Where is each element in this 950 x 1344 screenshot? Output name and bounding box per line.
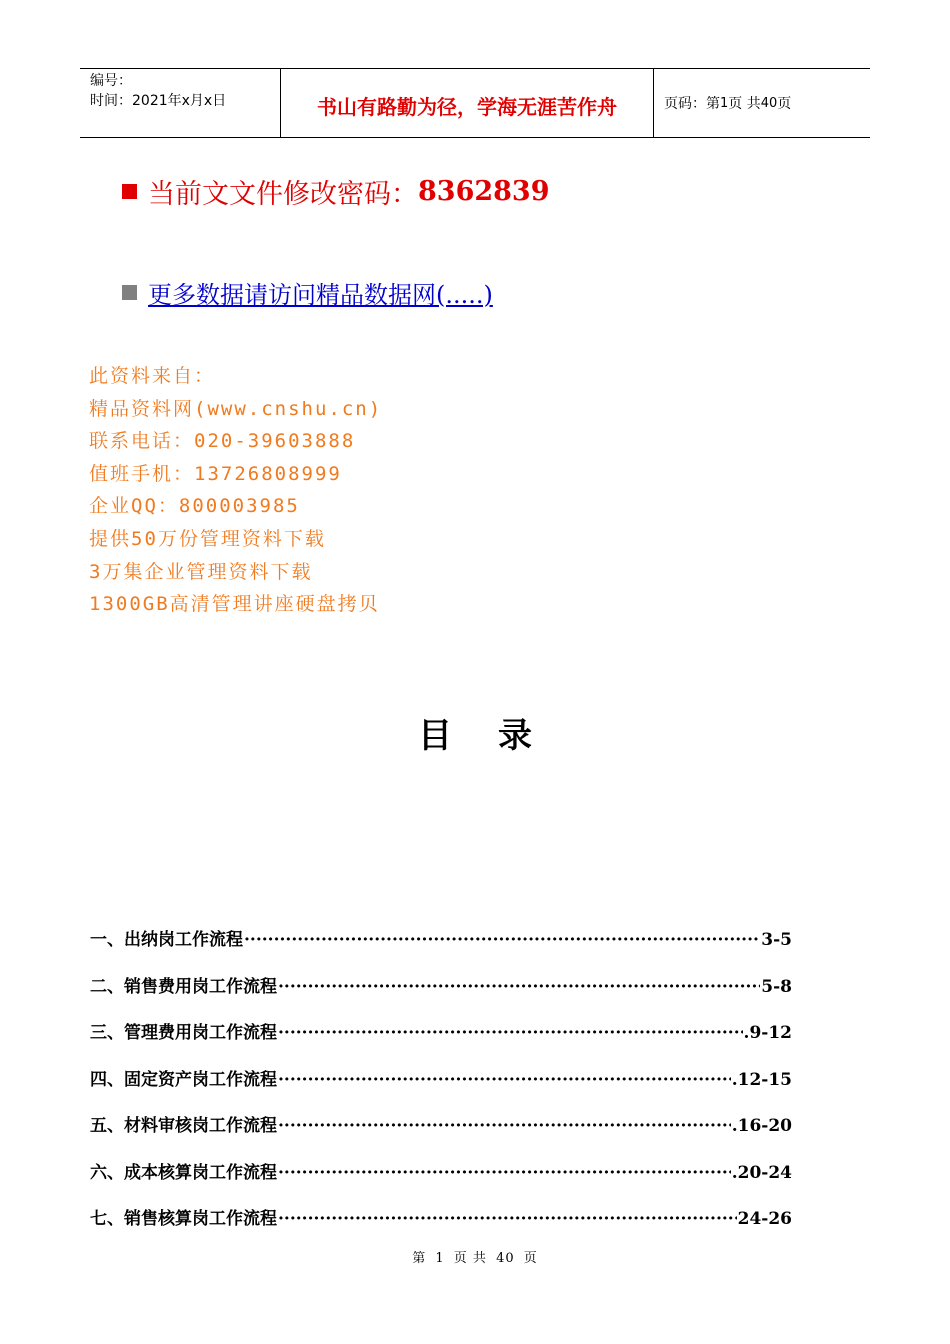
toc-title: 目录 (418, 716, 578, 756)
toc-entry-label: 三、管理费用岗工作流程 (90, 1023, 277, 1043)
footer-prefix: 第 (412, 1251, 427, 1266)
header-motto: 书山有路勤为径，学海无涯苦作舟 (281, 69, 654, 137)
toc-entry[interactable] (90, 1158, 792, 1205)
toc-entry-label: 四、固定资产岗工作流程 (90, 1069, 277, 1090)
page-header (80, 68, 870, 138)
toc-entry[interactable] (90, 1065, 792, 1112)
toc-leader-dots (278, 1209, 737, 1229)
toc-leader-dots (278, 977, 760, 997)
toc-entry-label: 二、销售费用岗工作流程 (90, 976, 277, 997)
red-square-bullet-icon (122, 184, 137, 199)
footer-suffix: 页 (523, 1251, 538, 1266)
source-line: 3万集企业管理资料下载 (89, 560, 313, 583)
toc-entry-pages: .16-20 (731, 1116, 792, 1136)
password-notice (122, 172, 550, 211)
serial-label: 编号： (90, 73, 132, 89)
toc-entry[interactable] (90, 1204, 792, 1251)
password-label: 当前文文件修改密码： (148, 179, 418, 210)
page-mid: 页 共 (728, 96, 761, 112)
header-page-number (654, 69, 870, 137)
toc-leader-dots (278, 1023, 743, 1043)
page-suffix: 页 (777, 96, 792, 112)
footer-current: 1 (435, 1251, 445, 1266)
password-value: 8362839 (418, 176, 550, 207)
page-current: 1 (720, 95, 729, 111)
toc-leader-dots (278, 1116, 731, 1136)
toc-entry-label: 七、销售核算岗工作流程 (90, 1209, 277, 1229)
toc-leader-dots (244, 930, 760, 950)
table-of-contents (90, 925, 792, 1251)
toc-entry-pages: 24-26 (737, 1209, 792, 1229)
toc-entry-pages: .20-24 (731, 1162, 792, 1183)
source-line: 此资料来自： (89, 365, 216, 387)
toc-entry-pages: .9-12 (743, 1023, 792, 1043)
page-footer (0, 1247, 950, 1266)
toc-entry-label: 六、成本核算岗工作流程 (90, 1162, 277, 1183)
toc-entry-pages: 5-8 (761, 976, 792, 997)
toc-entry[interactable] (90, 1018, 792, 1065)
source-line: 精品资料网(www.cnshu.cn) (89, 397, 383, 420)
more-data-link[interactable]: 更多数据请访问精品数据网(.....) (148, 281, 493, 309)
toc-entry-label: 一、出纳岗工作流程 (90, 930, 243, 950)
page-prefix: 页码：第 (664, 96, 720, 112)
toc-entry[interactable] (90, 1111, 792, 1158)
toc-entry[interactable] (90, 972, 792, 1019)
source-line: 值班手机：13726808999 (89, 462, 342, 485)
source-line: 企业QQ：800003985 (89, 495, 300, 518)
source-line: 提供50万份管理资料下载 (89, 527, 326, 550)
footer-total: 40 (496, 1251, 515, 1266)
header-info (80, 69, 281, 137)
toc-entry-label: 五、材料审核岗工作流程 (90, 1116, 277, 1136)
source-line: 1300GB高清管理讲座硬盘拷贝 (89, 593, 380, 616)
toc-entry-pages: .12-15 (731, 1069, 792, 1090)
gray-square-bullet-icon (122, 285, 137, 300)
source-line: 联系电话：020-39603888 (89, 430, 356, 453)
toc-entry[interactable] (90, 925, 792, 972)
footer-mid: 页 共 (453, 1251, 487, 1266)
toc-leader-dots (278, 1163, 731, 1183)
more-data-notice (122, 275, 493, 310)
source-info (89, 360, 382, 621)
page-total: 40 (760, 95, 778, 111)
toc-entry-pages: 3-5 (761, 930, 792, 950)
toc-leader-dots (278, 1070, 731, 1090)
time-text: 时间：2021年x月x日 (90, 93, 227, 109)
